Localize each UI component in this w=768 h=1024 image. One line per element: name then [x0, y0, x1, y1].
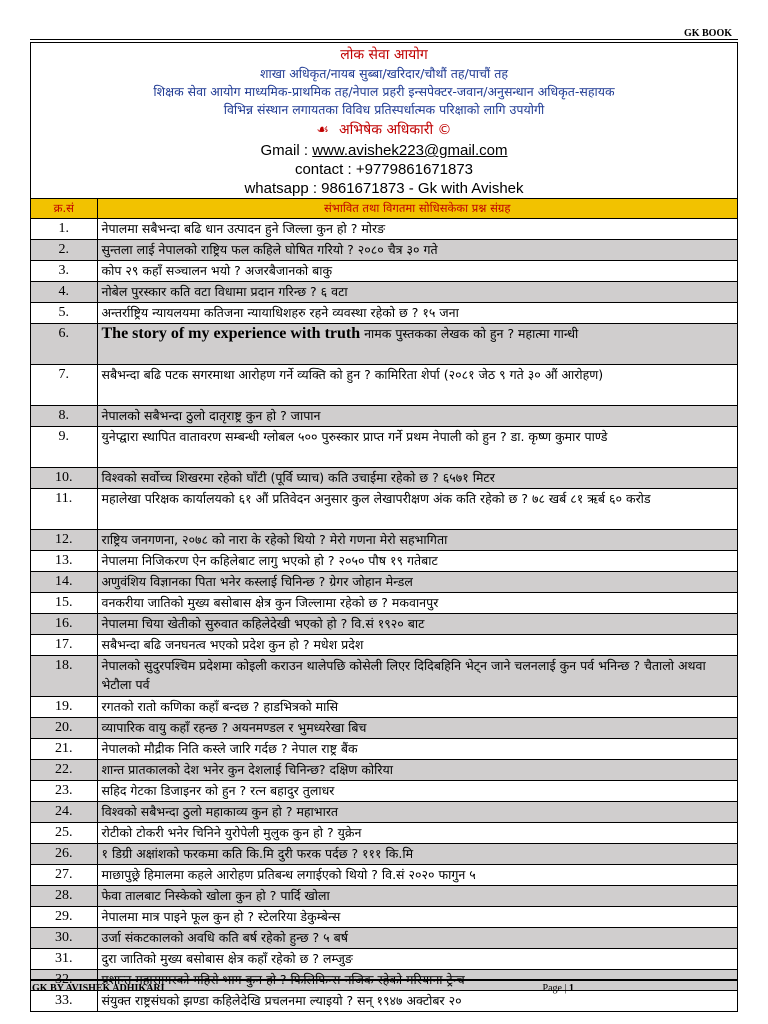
row-number: 33.: [31, 991, 97, 1012]
row-number: 11.: [31, 489, 97, 530]
col-header-number: क्र.सं: [31, 199, 97, 219]
table-row: [31, 739, 737, 760]
row-question: नेपालमा मात्र पाइने फूल कुन हो ? स्टेलरिया डेकुम्बेन्स: [97, 907, 737, 928]
row-number: 26.: [31, 844, 97, 865]
row-question: महालेखा परिक्षक कार्यालयको ६१ औं प्रतिवेदन अनुसार कुल लेखापरीक्षण अंक कति रहेको छ ? ७८ खर्ब ८१ ऋर्ब ६० करोड: [97, 489, 737, 530]
row-question: सहिद गेटका डिजाइनर को हुन ? रत्न बहादुर तुलाधर: [97, 781, 737, 802]
row-question: वनकरीया जातिको मुख्य बसोबास क्षेत्र कुन जिल्लामा रहेको छ ? मकवानपुर: [97, 593, 737, 614]
table-row: [31, 823, 737, 844]
row-question: सुन्तला लाई नेपालको राष्ट्रिय फल कहिले घोषित गरियो ? २०८० चैत्र ३० गते: [97, 240, 737, 261]
table-row: [31, 865, 737, 886]
row-question: नेपालमा निजिकरण ऐन कहिलेबाट लागु भएको हो ? २०५० पौष १९ गतेबाट: [97, 551, 737, 572]
table-row: [31, 886, 737, 907]
row-number: 13.: [31, 551, 97, 572]
row-number: 29.: [31, 907, 97, 928]
row-question: नेपालमा सबैभन्दा बढि धान उत्पादन हुने जिल्ला कुन हो ? मोरङ: [97, 219, 737, 240]
row-number: 3.: [31, 261, 97, 282]
table-row: [31, 468, 737, 489]
row-question: १ डिग्री अक्षांशको फरकमा कति कि.मि दुरी फरक पर्दछ ? १११ कि.मि: [97, 844, 737, 865]
header-line-3: विभिन्न संस्थान लगायतका विविध प्रतिस्पर्धात्मक परिक्षाको लागि उपयोगी: [223, 102, 545, 117]
book-label: GK BOOK: [683, 28, 732, 39]
row-question: शान्त प्रातकालको देश भनेर कुन देशलाई चिनिन्छ? दक्षिण कोरिया: [97, 760, 737, 781]
table-row: [31, 530, 737, 551]
row-question: माछापुछ्रे हिमालमा कहले आरोहण प्रतिबन्ध लगाईएको थियो ? वि.सं २०२० फागुन ५: [97, 865, 737, 886]
row-number: 10.: [31, 468, 97, 489]
table-row: [31, 572, 737, 593]
table-row: [31, 697, 737, 718]
row-number: 1.: [31, 219, 97, 240]
table-row: [31, 240, 737, 261]
row-number: 14.: [31, 572, 97, 593]
row-question: नोबेल पुरस्कार कति वटा विधामा प्रदान गरिन्छ ? ६ वटा: [97, 282, 737, 303]
document-page: [30, 42, 738, 1012]
row-question: नेपालको सबैभन्दा ठुलो दातृराष्ट्र कुन हो ? जापान: [97, 406, 737, 427]
row-question: विश्वको सबैभन्दा ठुलो महाकाव्य कुन हो ? महाभारत: [97, 802, 737, 823]
row-number: 21.: [31, 739, 97, 760]
table-row: [31, 551, 737, 572]
table-row: [31, 844, 737, 865]
top-rule: [30, 39, 738, 40]
row-question: [97, 324, 737, 365]
row-number: 22.: [31, 760, 97, 781]
row-number: 5.: [31, 303, 97, 324]
footer-rule: [30, 979, 738, 981]
row-number: 25.: [31, 823, 97, 844]
table-row: [31, 282, 737, 303]
row-question: प्रशान्त महासागरको गहिरो भाग कुन हो ? फिलिफिन्स नजिक रहेको मरियाना ट्रेन्च: [97, 970, 737, 991]
footer-author: GK BY AVISHEK ADHIKARI: [32, 983, 165, 994]
page-label: Page |: [542, 983, 569, 994]
row-question: रगतको रातो कणिका कहाँ बन्दछ ? हाडभित्रको मासि: [97, 697, 737, 718]
table-row: [31, 427, 737, 468]
row-number: 18.: [31, 656, 97, 697]
author-name: अभिषेक अधिकारी ©: [338, 122, 452, 138]
row-number: 19.: [31, 697, 97, 718]
row-number: 7.: [31, 365, 97, 406]
row-number: 8.: [31, 406, 97, 427]
row-question: सबैभन्दा बढि जनघनत्व भएको प्रदेश कुन हो ? मधेश प्रदेश: [97, 635, 737, 656]
table-row: [31, 907, 737, 928]
row-question: कोप २९ कहाँ सञ्चालन भयो ? अजरबैजानको बाकु: [97, 261, 737, 282]
gmail-line: [31, 141, 737, 160]
row-number: 32.: [31, 970, 97, 991]
table-row: [31, 656, 737, 697]
row-question: अणुवंशिय विज्ञानका पिता भनेर कस्लाई चिनिन्छ ? ग्रेगर जोहान मेन्डल: [97, 572, 737, 593]
table-row: [31, 261, 737, 282]
table-row: [31, 949, 737, 970]
page-number: 1: [569, 983, 574, 994]
table-row: [31, 365, 737, 406]
row-question: उर्जा संकटकालको अवधि कति बर्ष रहेको हुन्छ ? ५ बर्ष: [97, 928, 737, 949]
table-row: [31, 928, 737, 949]
table-row: [31, 614, 737, 635]
row-number: 17.: [31, 635, 97, 656]
row-number: 24.: [31, 802, 97, 823]
row-question: राष्ट्रिय जनगणना, २०७८ को नारा के रहेको थियो ? मेरो गणना मेरो सहभागिता: [97, 530, 737, 551]
header-line-2: शिक्षक सेवा आयोग माध्यमिक-प्राथमिक तह/नेपाल प्रहरी इन्सपेक्टर-जवान/अनुसन्धान अधिकृत-सहायक: [153, 84, 615, 99]
gmail-link[interactable]: www.avishek223@gmail.com: [312, 142, 508, 159]
row-question: नेपालको मौद्रीक निति कस्ले जारि गर्दछ ? नेपाल राष्ट्र बैंक: [97, 739, 737, 760]
row-number: 6.: [31, 324, 97, 365]
row-question: अन्तर्राष्ट्रिय न्यायलयमा कतिजना न्यायाधिशहरु रहने व्यवस्था रहेको छ ? १५ जना: [97, 303, 737, 324]
row-number: 31.: [31, 949, 97, 970]
table-body: [31, 219, 737, 1012]
row-number: 20.: [31, 718, 97, 739]
row-number: 2.: [31, 240, 97, 261]
table-row: [31, 802, 737, 823]
row-number: 16.: [31, 614, 97, 635]
row-number: 15.: [31, 593, 97, 614]
table-row: [31, 593, 737, 614]
document-header: [31, 43, 737, 199]
row-question: सबैभन्दा बढि पटक सगरमाथा आरोहण गर्ने व्यक्ति को हुन ? कामिरिता शेर्पा (२०८१ जेठ ९ गते ३० औं आरोहण): [97, 365, 737, 406]
table-row: [31, 406, 737, 427]
gmail-label: Gmail :: [260, 142, 313, 159]
pen-icon: ☙: [316, 122, 329, 138]
question-text: नामक पुस्तकका लेखक को हुन ? महात्मा गान्धी: [360, 326, 579, 341]
row-number: 4.: [31, 282, 97, 303]
row-question: फेवा तालबाट निस्केको खोला कुन हो ? पार्दि खोला: [97, 886, 737, 907]
row-question: नेपालमा चिया खेतीको सुरुवात कहिलेदेखी भएको हो ? वि.सं १९२० बाट: [97, 614, 737, 635]
english-book-title: The story of my experience with truth: [101, 325, 361, 342]
header-line-1: शाखा अधिकृत/नायब सुब्बा/खरिदार/चौथौं तह/पाचौं तह: [260, 66, 508, 81]
row-question: विश्वको सर्वोच्च शिखरमा रहेको घाँटी (पूर्वि घ्याच) कति उचाईमा रहेको छ ? ६५७१ मिटर: [97, 468, 737, 489]
table-row: [31, 781, 737, 802]
row-question: युनेप्द्वारा स्थापित वातावरण सम्बन्धी ग्लोबल ५०० पुरुस्कार प्राप्त गर्ने प्रथम नेपाली को हुन ? डा. कृष्ण कुमार पाण्डे: [97, 427, 737, 468]
table-row: [31, 718, 737, 739]
row-number: 30.: [31, 928, 97, 949]
table-row: [31, 635, 737, 656]
row-number: 9.: [31, 427, 97, 468]
footer-page: [543, 983, 574, 994]
table-row: [31, 324, 737, 365]
row-number: 12.: [31, 530, 97, 551]
whatsapp-line: whatsapp : 9861671873 - Gk with Avishek: [244, 180, 524, 197]
table-row: [31, 303, 737, 324]
row-question: संयुक्त राष्ट्रसंघको झण्डा कहिलेदेखि प्रचलनमा ल्याइयो ? सन् १९४७ अक्टोबर २०: [97, 991, 737, 1012]
row-question: नेपालको सुदुरपश्चिम प्रदेशमा कोइली कराउन थालेपछि कोसेली लिएर दिदिबहिनि भेट्न जाने चलनलाई कुन पर्व भनिन्छ ? चैतालो अथवा भेटौला पर्व: [97, 656, 737, 697]
row-number: 23.: [31, 781, 97, 802]
table-row: [31, 219, 737, 240]
contact-line: contact : +9779861671873: [294, 161, 474, 178]
header-title: लोक सेवा आयोग: [340, 47, 428, 63]
table-row: [31, 489, 737, 530]
table-header-row: [31, 199, 737, 219]
author-line: [31, 119, 737, 141]
question-table: [31, 199, 737, 1011]
row-number: 27.: [31, 865, 97, 886]
table-row: [31, 760, 737, 781]
row-question: रोटीको टोकरी भनेर चिनिने युरोपेली मुलुक कुन हो ? युक्रेन: [97, 823, 737, 844]
row-number: 28.: [31, 886, 97, 907]
row-question: व्यापारिक वायु कहाँ रहन्छ ? अयनमण्डल र भुमध्यरेखा बिच: [97, 718, 737, 739]
col-header-question: संभावित तथा विगतमा सोधिसकेका प्रश्न संग्रह: [97, 199, 737, 219]
row-question: दुरा जातिको मुख्य बसोबास क्षेत्र कहाँ रहेको छ ? लम्जुङ: [97, 949, 737, 970]
